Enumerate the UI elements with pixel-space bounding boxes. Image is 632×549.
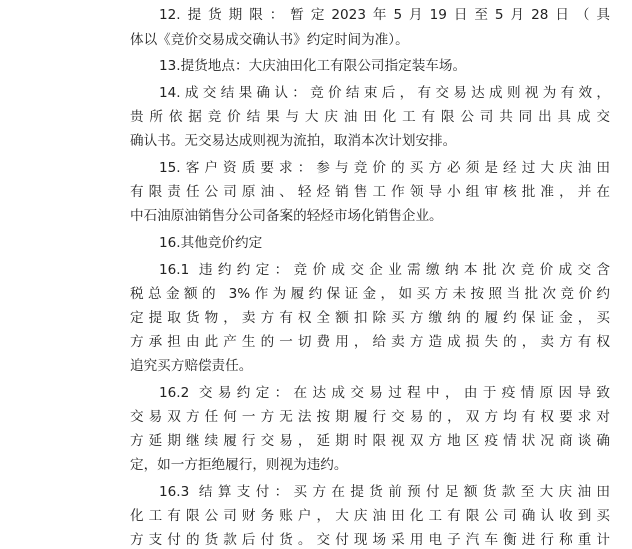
clause-16-1-line-4: 方承担由此产生的一切费用，给卖方造成损失的，卖方有权 [130, 334, 610, 350]
clause-16-1-line-5: 追究买方赔偿责任。 [130, 358, 253, 374]
clause-14-line-1: 14.成交结果确认：竞价结束后，有交易达成则视为有效， [159, 85, 610, 101]
clause-16-heading: 16.其他竞价约定 [159, 235, 263, 251]
clause-16-2-line-1: 16.2 交易约定：在达成交易过程中，由于疫情原因导致 [159, 385, 610, 401]
clause-15-line-2: 有限责任公司原油、轻烃销售工作领导小组审核批准，并在 [130, 184, 610, 200]
clause-14-line-3: 确认书。无交易达成则视为流拍，取消本次计划安排。 [130, 133, 457, 149]
clause-15-line-1: 15.客户资质要求：参与竞价的买方必须是经过大庆油田 [159, 160, 610, 176]
clause-12-line-2: 体以《竞价交易成交确认书》约定时间为准）。 [130, 32, 409, 48]
clause-16-2-line-4: 定，如一方拒绝履行，则视为违约。 [130, 457, 348, 473]
clause-16-2-line-3: 方延期继续履行交易，延期时限视双方地区疫情状况商谈确 [130, 433, 610, 449]
clause-16-1-line-3: 定提取货物，卖方有权全额扣除买方缴纳的履约保证金，买 [130, 310, 610, 326]
clause-15-line-3: 中石油原油销售分公司备案的轻烃市场化销售企业。 [130, 208, 443, 224]
clause-16-2-line-2: 交易双方任何一方无法按期履行交易的，双方均有权要求对 [130, 409, 610, 425]
clause-13-line-1: 13.提货地点：大庆油田化工有限公司指定装车场。 [159, 58, 467, 74]
clause-16-3-line-1: 16.3 结算支付：买方在提货前预付足额货款至大庆油田 [159, 484, 610, 500]
clause-16-3-line-2: 化工有限公司财务账户，大庆油田化工有限公司确认收到买 [130, 508, 610, 524]
clause-16-1-line-2: 税总金额的 3%作为履约保证金，如买方未按照当批次竞价约 [130, 286, 610, 302]
clause-14-line-2: 贵所依据竞价结果与大庆油田化工有限公司共同出具成交 [130, 109, 610, 125]
clause-16-3-line-3: 方支付的货款后付货。交付现场采用电子汽车衡进行称重计 [130, 532, 610, 548]
clause-16-1-line-1: 16.1 违约约定：竞价成交企业需缴纳本批次竞价成交含 [159, 262, 610, 278]
clause-12-line-1: 12.提货期限：暂定2023年5月19日至5月28日（具 [159, 7, 610, 23]
